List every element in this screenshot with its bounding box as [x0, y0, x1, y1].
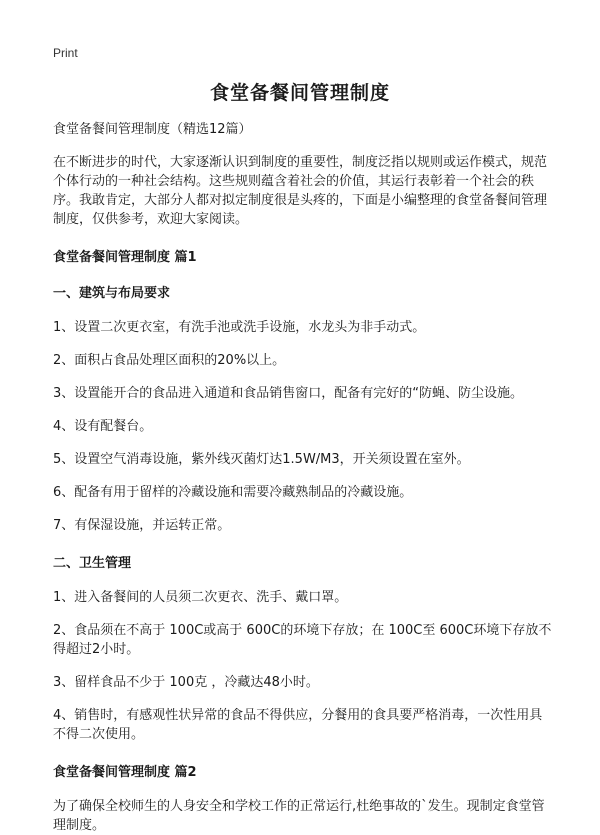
- list-item: 2、食品须在不高于 100C或高于 600C的环境下存放；在 100C至 600C环境下存放不得超过2小时。: [53, 623, 552, 657]
- section-1-heading: 食堂备餐间管理制度 篇1: [53, 250, 197, 265]
- list-item: 6、配备有用于留样的冷藏设施和需要冷藏熟制品的冷藏设施。: [53, 485, 413, 500]
- list-item: 4、设有配餐台。: [53, 419, 153, 434]
- part-2-title: 二、卫生管理: [53, 556, 132, 571]
- document-body: [53, 120, 553, 835]
- section-2-heading: 食堂备餐间管理制度 篇2: [53, 765, 197, 780]
- list-item: 3、设置能开合的食品进入通道和食品销售窗口，配备有完好的“防蝇、防尘设施。: [53, 386, 524, 401]
- list-item: 3、留样食品不少于 100克 ，冷藏达48小时。: [53, 675, 319, 690]
- print-link[interactable]: Print: [53, 46, 78, 60]
- intro-paragraph: 在不断进步的时代，大家逐渐认识到制度的重要性，制度泛指以规则或运作模式，规范个体行动的一种社会结构。这些规则蕴含着社会的价值，其运行表彰着一个社会的秩序。我敢肯定，大部分人都对拟定制度很是头疼的，下面是小编整理的食堂备餐间管理制度，仅供参考，欢迎大家阅读。: [53, 155, 548, 227]
- section-2-paragraph: 为了确保全校师生的人身安全和学校工作的正常运行,杜绝事故的`发生。现制定食堂管理制度。: [53, 799, 545, 833]
- list-item: 4、销售时，有感观性状异常的食品不得供应，分餐用的食具要严格消毒，一次性用具不得二次使用。: [53, 708, 543, 742]
- document-title: 食堂备餐间管理制度: [209, 82, 390, 104]
- list-item: 7、有保湿设施，并运转正常。: [53, 518, 231, 533]
- list-item: 2、面积占食品处理区面积的20%以上。: [53, 353, 286, 368]
- document-subtitle: 食堂备餐间管理制度（精选12篇）: [53, 122, 252, 137]
- list-item: 5、设置空气消毒设施，紫外线灭菌灯达1.5W/M3，开关须设置在室外。: [53, 452, 470, 467]
- part-1-title: 一、建筑与布局要求: [53, 286, 171, 301]
- list-item: 1、进入备餐间的人员须二次更衣、洗手、戴口罩。: [53, 590, 348, 605]
- list-item: 1、设置二次更衣室，有洗手池或洗手设施，水龙头为非手动式。: [53, 320, 426, 335]
